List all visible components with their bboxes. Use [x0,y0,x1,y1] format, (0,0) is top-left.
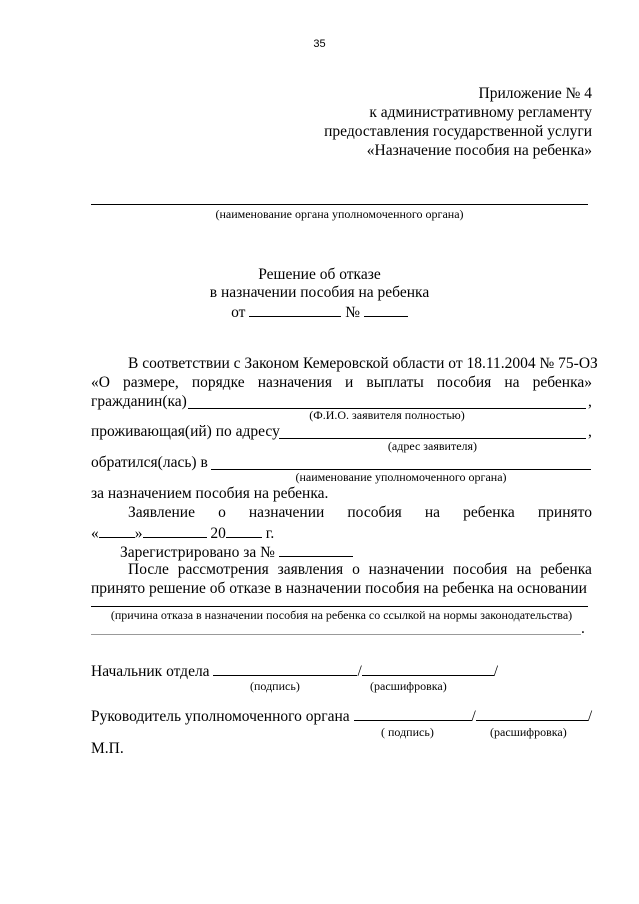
after-review-line [128,561,592,579]
appendix-line-4: «Назначение пособия на ребенка» [366,142,592,159]
title-from-label: от [231,304,246,321]
decision-line: принято решение об отказе в назначении пособия на ребенка на основании [91,580,587,597]
address-caption: (адрес заявителя) [387,439,478,453]
chief-sign-caption: ( подпись) [381,725,434,739]
fio-caption: (Ф.И.О. заявителя полностью) [309,408,465,422]
word: заявления [277,561,344,578]
word: пособия [436,374,492,391]
word: выплаты [366,374,424,391]
date-day-field [99,523,135,538]
reason-period: . [581,620,585,637]
title-line-1: Решение об отказе [258,266,381,283]
intro-line-1: В соответствии с Законом Кемеровской области от 18.11.2004 № 75-ОЗ [128,355,598,372]
word: Заявление [128,504,195,521]
word: После [128,561,169,578]
word: «О [91,374,110,391]
word: и [345,374,354,391]
date-month-field [143,523,207,538]
title-line-2: в назначении пособия на ребенка [209,284,430,301]
purpose-text: за назначением пособия на ребенка. [91,485,329,502]
decision-date-field [249,302,341,317]
word: назначении [248,504,325,521]
head-sign-caption: (подпись) [250,679,300,693]
decision-number-field [364,302,408,317]
appendix-header [300,84,592,160]
word: на [424,504,441,521]
word: ребенка [463,504,515,521]
appendix-line-1: Приложение № 4 [478,85,592,102]
word: порядке [191,374,245,391]
registration-number-field [279,542,353,557]
intro-line-2 [91,374,592,392]
word: на [504,374,520,391]
word: ребенка [540,561,592,578]
head-decode-caption: (расшифровка) [370,679,447,693]
statement-line [128,504,592,522]
head-signature-line: Начальник отдела / / [91,663,499,680]
reason-line-2 [91,634,581,635]
chief-sign-field [354,706,472,721]
address-label: проживающая(ий) по адресу [91,423,280,440]
stamp-label: М.П. [91,740,124,757]
word: размере, [123,374,179,391]
word: на [516,561,532,578]
title-number-label: № [345,304,360,321]
reason-line [91,606,588,607]
document-title [0,266,639,322]
title-line-3 [0,302,639,322]
word: о [218,504,226,521]
citizen-label: гражданин(ка) [91,393,187,410]
statement-date: « » 20 г. [91,525,275,542]
chief-decode-caption: (расшифровка) [490,725,567,739]
organ-name-line [91,204,588,205]
word: принято [537,504,592,521]
organ-caption: (наименование органа уполномоченного органа) [215,207,464,221]
appendix-line-2: к административному регламенту [369,104,592,121]
word: пособия [452,561,508,578]
word: назначения [257,374,332,391]
word: ребенка» [532,374,592,391]
appendix-line-3: предоставления государственной услуги [324,123,592,140]
reason-caption: (причина отказа в назначении пособия на ребенка со ссылкой на нормы законодательства) [110,608,573,622]
document-page: 35 Приложение № 4 к административному регламенту предоставления государственной услуги «Назначение пособия на ребенка» (наименование органа уполномоченного органа) Решение об отказе в назначении пособия на ребенка от № В соответствии с Законом Кемеровской области от 18.11.2004 № 75-ОЗ «О размере, порядке назначения и выплаты пособия на ребенка» гражданин(ка) , (Ф.И.О. заявителя полностью) проживающая(ий) по адресу , (адрес заявителя) обратился(лась) в (наименование уполномоченного органа) за назначением пособия на ребенка. Заявление о назначении пособия на ребенка принято « » 20 г. Зарегистрировано за № После рассмотрения заявления о назначении пособия на ребенка принято решение об отказе в назначении пособия на ребенка на основании (причина отказа в назначении пособия на ребенка со ссылкой на нормы законодательства) . Начальник отдела / / (подпись) (расшифровка) Руководитель уполномоченного органа / / ( подпись) (расшифровка) М.П. [0,0,639,904]
applied-label: обратился(лась) в [91,454,208,471]
registered-line: Зарегистрировано за № [120,542,353,562]
applied-caption: (наименование уполномоченного органа) [295,470,507,484]
date-year-field [226,523,262,538]
word: о [352,561,360,578]
chief-signature-line: Руководитель уполномоченного органа / / [91,708,593,725]
head-sign-field [213,661,357,676]
chief-decode-field [476,706,588,721]
head-decode-field [362,661,494,676]
page-number: 35 [313,38,326,50]
word: пособия [347,504,402,521]
word: назначении [368,561,445,578]
word: рассмотрения [177,561,269,578]
